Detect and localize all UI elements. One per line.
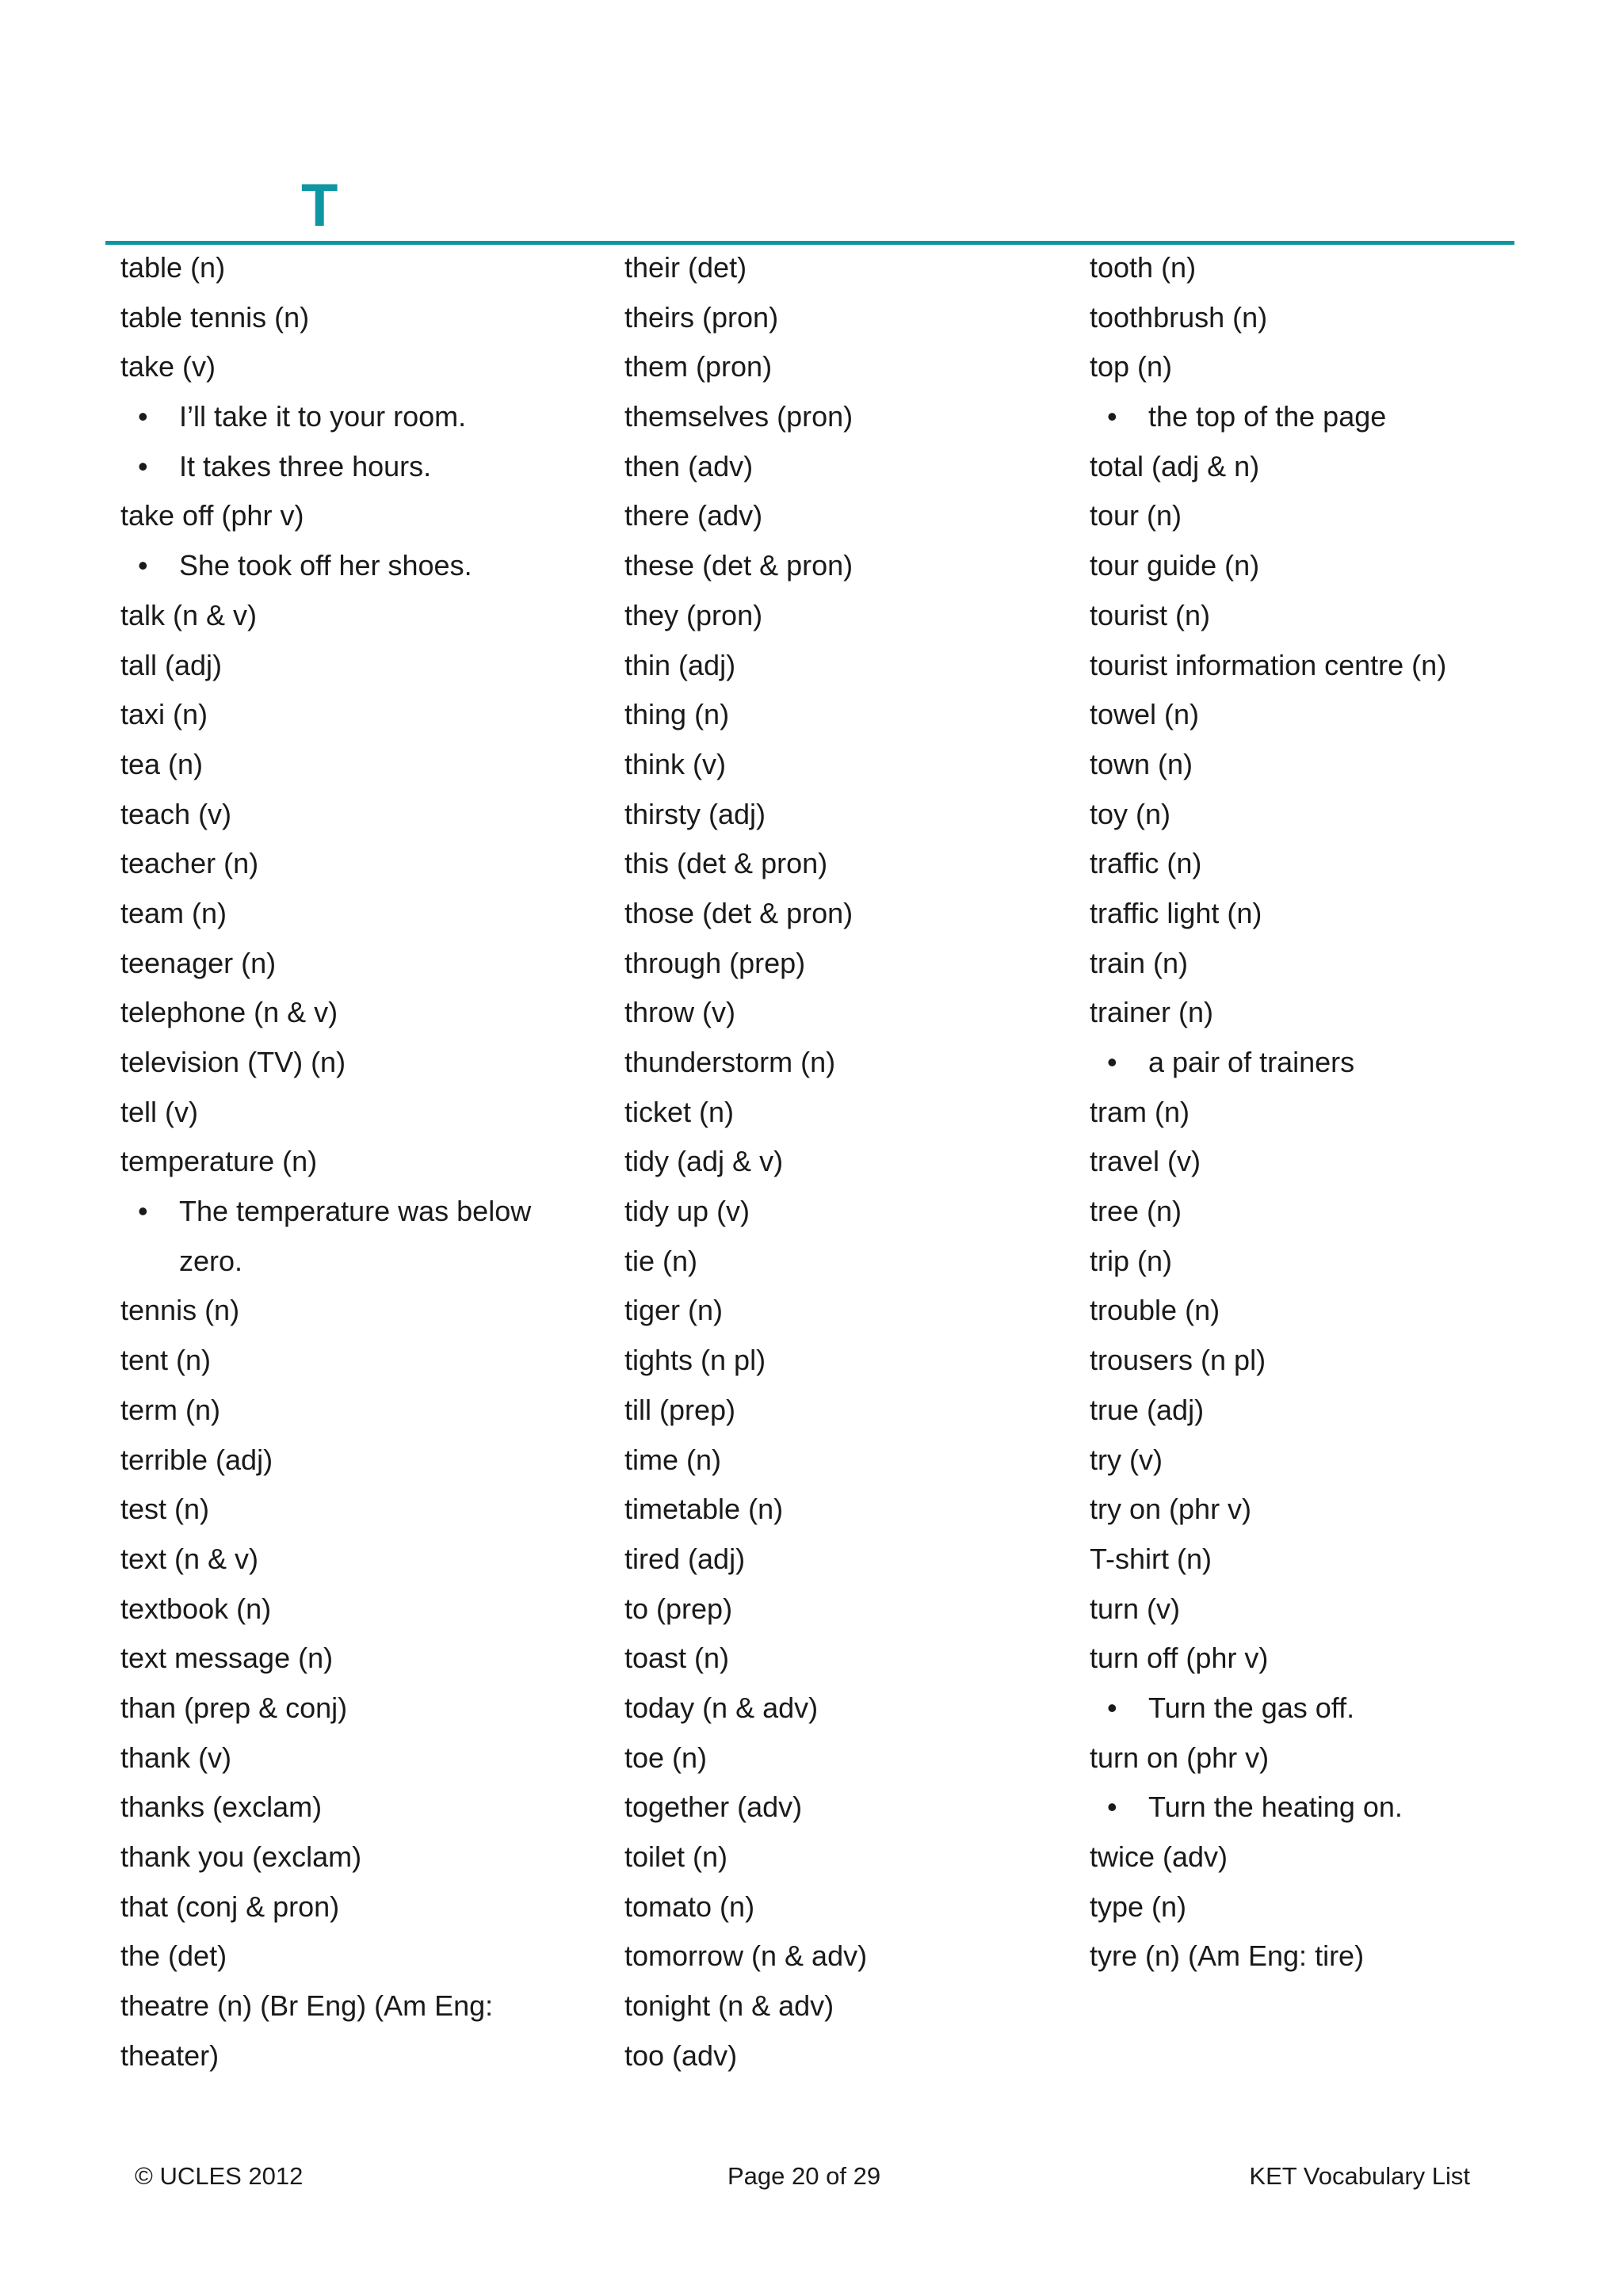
vocabulary-entry: too (adv) [624, 2039, 738, 2072]
vocabulary-entry: television (TV) (n) [120, 1046, 346, 1078]
example-sentence: • She took off her shoes. [120, 541, 531, 591]
vocabulary-entry: tomato (n) [624, 1890, 755, 1923]
example-sentence: • Turn the heating on. [1090, 1783, 1446, 1833]
vocabulary-entry: team (n) [120, 896, 227, 929]
vocabulary-entry: tooth (n) [1090, 251, 1197, 284]
vocabulary-entry: type (n) [1090, 1890, 1187, 1923]
vocabulary-entry: tomorrow (n & adv) [624, 1939, 868, 1973]
vocabulary-entry: tidy up (v) [624, 1195, 750, 1228]
vocabulary-entry: toothbrush (n) [1090, 300, 1268, 334]
vocabulary-entry: they (pron) [624, 598, 763, 631]
vocabulary-entry: toast (n) [624, 1642, 730, 1675]
vocabulary-entry: thin (adj) [624, 648, 736, 681]
vocabulary-column-1 [120, 243, 531, 2081]
vocabulary-entry: thanks (exclam) [120, 1791, 323, 1824]
vocabulary-entry: through (prep) [624, 946, 806, 979]
vocabulary-entry: thing (n) [624, 698, 730, 731]
vocabulary-entry: theatre (n) (Br Eng) (Am Eng: [120, 1989, 494, 2023]
vocabulary-entry: toilet (n) [624, 1840, 728, 1873]
vocabulary-entry: these (det & pron) [624, 549, 854, 582]
example-sentence: • a pair of trainers [1090, 1038, 1446, 1088]
vocabulary-entry: throw (v) [624, 996, 736, 1029]
vocabulary-entry: total (adj & n) [1090, 449, 1260, 482]
vocabulary-entry: try (v) [1090, 1443, 1163, 1476]
vocabulary-entry: text (n & v) [120, 1542, 259, 1575]
vocabulary-entry: than (prep & conj) [120, 1691, 348, 1724]
footer-copyright: © UCLES 2012 [135, 2162, 304, 2190]
footer-document-title: KET Vocabulary List [1249, 2162, 1470, 2190]
vocabulary-entry: timetable (n) [624, 1493, 784, 1526]
vocabulary-entry: travel (v) [1090, 1145, 1201, 1178]
vocabulary-entry: term (n) [120, 1393, 220, 1426]
vocabulary-column-3 [1090, 243, 1446, 1981]
vocabulary-entry: tidy (adj & v) [624, 1145, 784, 1178]
vocabulary-entry: thank you (exclam) [120, 1840, 362, 1873]
vocabulary-entry: traffic light (n) [1090, 896, 1262, 929]
vocabulary-entry: town (n) [1090, 747, 1193, 780]
vocabulary-entry: table tennis (n) [120, 300, 310, 334]
vocabulary-entry: textbook (n) [120, 1592, 272, 1625]
vocabulary-entry: tall (adj) [120, 648, 223, 681]
vocabulary-entry: today (n & adv) [624, 1691, 819, 1724]
vocabulary-entry: trainer (n) [1090, 996, 1214, 1029]
vocabulary-entry: then (adv) [624, 449, 754, 482]
vocabulary-entry: toy (n) [1090, 797, 1171, 830]
vocabulary-entry: trip (n) [1090, 1244, 1173, 1277]
vocabulary-entry: true (adj) [1090, 1393, 1205, 1426]
vocabulary-entry: try on (phr v) [1090, 1493, 1252, 1526]
vocabulary-entry: tonight (n & adv) [624, 1989, 834, 2023]
vocabulary-entry: teenager (n) [120, 946, 277, 979]
vocabulary-column-2 [624, 243, 867, 2081]
vocabulary-entry: themselves (pron) [624, 400, 854, 433]
vocabulary-entry: tired (adj) [624, 1542, 746, 1575]
vocabulary-entry: text message (n) [120, 1642, 334, 1675]
vocabulary-entry: top (n) [1090, 350, 1173, 383]
vocabulary-entry: trousers (n pl) [1090, 1344, 1266, 1377]
vocabulary-entry: this (det & pron) [624, 847, 828, 880]
vocabulary-entry: that (conj & pron) [120, 1890, 340, 1923]
vocabulary-entry: trouble (n) [1090, 1294, 1220, 1327]
vocabulary-entry: table (n) [120, 251, 226, 284]
vocabulary-entry: traffic (n) [1090, 847, 1202, 880]
vocabulary-entry: their (det) [624, 251, 747, 284]
vocabulary-entry: tie (n) [624, 1244, 698, 1277]
vocabulary-entry: tourist information centre (n) [1090, 648, 1447, 681]
vocabulary-entry: taxi (n) [120, 698, 208, 731]
example-sentence: • It takes three hours. [120, 442, 531, 492]
vocabulary-entry: train (n) [1090, 946, 1189, 979]
vocabulary-entry: turn off (phr v) [1090, 1642, 1269, 1675]
vocabulary-entry: tights (n pl) [624, 1344, 766, 1377]
vocabulary-entry: tour guide (n) [1090, 549, 1260, 582]
example-sentence: • The temperature was below [120, 1187, 531, 1237]
example-sentence: • I’ll take it to your room. [120, 392, 531, 442]
vocabulary-entry: there (adv) [624, 499, 763, 532]
vocabulary-entry: toe (n) [624, 1741, 708, 1774]
vocabulary-entry: together (adv) [624, 1791, 803, 1824]
vocabulary-entry: thirsty (adj) [624, 797, 766, 830]
vocabulary-entry: tea (n) [120, 747, 204, 780]
vocabulary-entry: twice (adv) [1090, 1840, 1228, 1873]
example-sentence: • Turn the gas off. [1090, 1684, 1446, 1733]
vocabulary-entry: thunderstorm (n) [624, 1046, 836, 1078]
vocabulary-entry: tell (v) [120, 1095, 198, 1128]
vocabulary-entry: theirs (pron) [624, 300, 779, 334]
vocabulary-entry: tyre (n) (Am Eng: tire) [1090, 1939, 1365, 1973]
vocabulary-entry: those (det & pron) [624, 896, 854, 929]
vocabulary-entry: telephone (n & v) [120, 996, 338, 1029]
vocabulary-entry: theater) [120, 2039, 220, 2072]
vocabulary-entry: tree (n) [1090, 1195, 1182, 1228]
vocabulary-entry: thank (v) [120, 1741, 232, 1774]
vocabulary-entry: take off (phr v) [120, 499, 304, 532]
section-letter-heading: T [301, 172, 338, 239]
vocabulary-entry: T-shirt (n) [1090, 1542, 1212, 1575]
vocabulary-entry: tram (n) [1090, 1095, 1190, 1128]
vocabulary-entry: time (n) [624, 1443, 722, 1476]
vocabulary-entry: them (pron) [624, 350, 773, 383]
footer-page-number: Page 20 of 29 [727, 2162, 881, 2190]
vocabulary-entry: terrible (adj) [120, 1443, 273, 1476]
vocabulary-entry: temperature (n) [120, 1145, 318, 1178]
example-sentence-continuation: zero. [179, 1244, 243, 1277]
vocabulary-entry: turn on (phr v) [1090, 1741, 1270, 1774]
vocabulary-entry: tennis (n) [120, 1294, 240, 1327]
vocabulary-entry: teach (v) [120, 797, 232, 830]
vocabulary-entry: teacher (n) [120, 847, 259, 880]
vocabulary-entry: turn (v) [1090, 1592, 1181, 1625]
vocabulary-entry: till (prep) [624, 1393, 736, 1426]
vocabulary-entry: talk (n & v) [120, 598, 258, 631]
vocabulary-entry: tourist (n) [1090, 598, 1211, 631]
vocabulary-entry: test (n) [120, 1493, 210, 1526]
vocabulary-entry: take (v) [120, 350, 216, 383]
vocabulary-entry: think (v) [624, 747, 727, 780]
vocabulary-entry: towel (n) [1090, 698, 1200, 731]
vocabulary-entry: to (prep) [624, 1592, 733, 1625]
vocabulary-entry: the (det) [120, 1939, 227, 1973]
example-sentence: • the top of the page [1090, 392, 1446, 442]
vocabulary-entry: ticket (n) [624, 1095, 735, 1128]
vocabulary-entry: tour (n) [1090, 499, 1182, 532]
vocabulary-entry: tent (n) [120, 1344, 212, 1377]
vocabulary-entry: tiger (n) [624, 1294, 724, 1327]
